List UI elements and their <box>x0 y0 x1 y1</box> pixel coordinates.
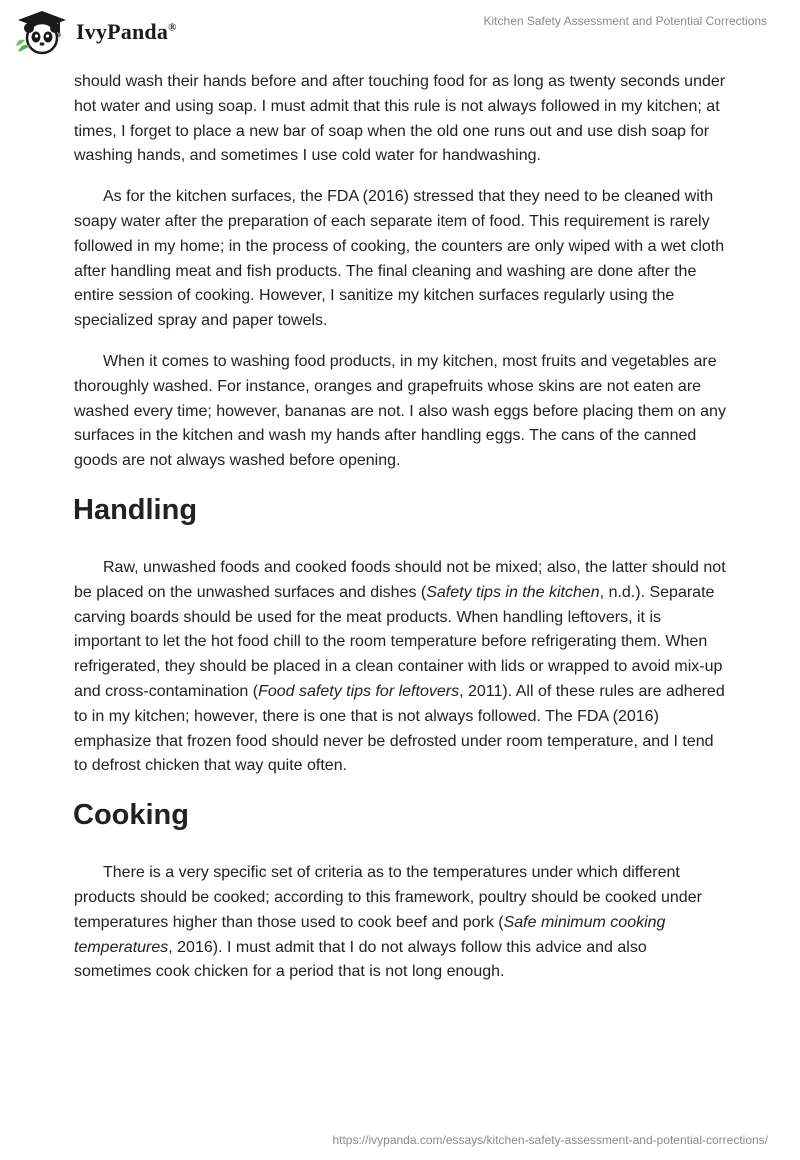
paragraph-surfaces: As for the kitchen surfaces, the FDA (2016) stressed that they need to be cleaned with soapy water after the preparation of each separate item of food. This requirement is rarely followed in my home; in the process of cooking, the counters are only wiped with a wet cloth after handling meat and fish products. The final cleaning and washing are done after the entire session of cooking. However, I sanitize my kitchen surfaces regularly using the specialized spray and paper towels. <box>74 188 725 330</box>
essay-body <box>74 70 726 1001</box>
heading-cooking: Cooking <box>73 799 189 832</box>
brand-logo[interactable] <box>14 8 177 56</box>
brand-name: IvyPanda® <box>76 19 177 44</box>
paragraph-handling: Raw, unwashed foods and cooked foods should not be mixed; also, the latter should not be placed on the unwashed surfaces and dishes (Safety tips in the kitchen, n.d.). Separate carving boards should be used for the meat products. When handling leftovers, it is important to let the hot food chill to the room temperature before refrigerating them. When refrigerated, they should be placed in a clean container with lids or wrapped to avoid mix-up and cross-contamination (Food safety tips for leftovers, 2011). All of these rules are adhered to in my kitchen; however, there is one that is not always followed. The FDA (2016) emphasize that frozen food should never be defrosted under room temperature, and I tend to defrost chicken that way quite often. <box>74 558 726 775</box>
document-title: Kitchen Safety Assessment and Potential Corrections <box>483 14 767 28</box>
paragraph-handwashing: should wash their hands before and after touching food for as long as twenty seconds under hot water and using soap. I must admit that this rule is not always followed in my kitchen; at times, I forget to place a new bar of soap when the old one runs out and use dish soap for washing hands, and sometimes I use cold water for handwashing. <box>74 73 726 165</box>
citation-leftovers: Food safety tips for leftovers <box>258 682 460 700</box>
paragraph-washing-food: When it comes to washing food products, in my kitchen, most fruits and vegetables are thoroughly washed. For instance, oranges and grapefruits whose skins are not eaten are washed every time; however, bananas are not. I also wash eggs before placing them on any surfaces in the kitchen and wash my hands after handling eggs. The cans of the canned goods are not always washed before opening. <box>74 352 726 470</box>
citation-temperatures: Safe minimum cooking temperatures <box>74 913 666 956</box>
heading-handling: Handling <box>73 493 198 526</box>
citation-safety-tips: Safety tips in the kitchen <box>426 583 600 601</box>
panda-graduate-icon <box>14 8 70 56</box>
paragraph-cooking: There is a very specific set of criteria as to the temperatures under which different products should be cooked; according to this framework, poultry should be cooked under temperatures higher than those used to cook beef and pork (Safe minimum cooking temperatures, 2016). I must admit that I do not always follow this advice and also sometimes cook chicken for a period that is not long enough. <box>74 864 702 981</box>
source-url[interactable]: https://ivypanda.com/essays/kitchen-safety-assessment-and-potential-corrections/ <box>332 1133 768 1147</box>
page-header <box>0 0 800 62</box>
